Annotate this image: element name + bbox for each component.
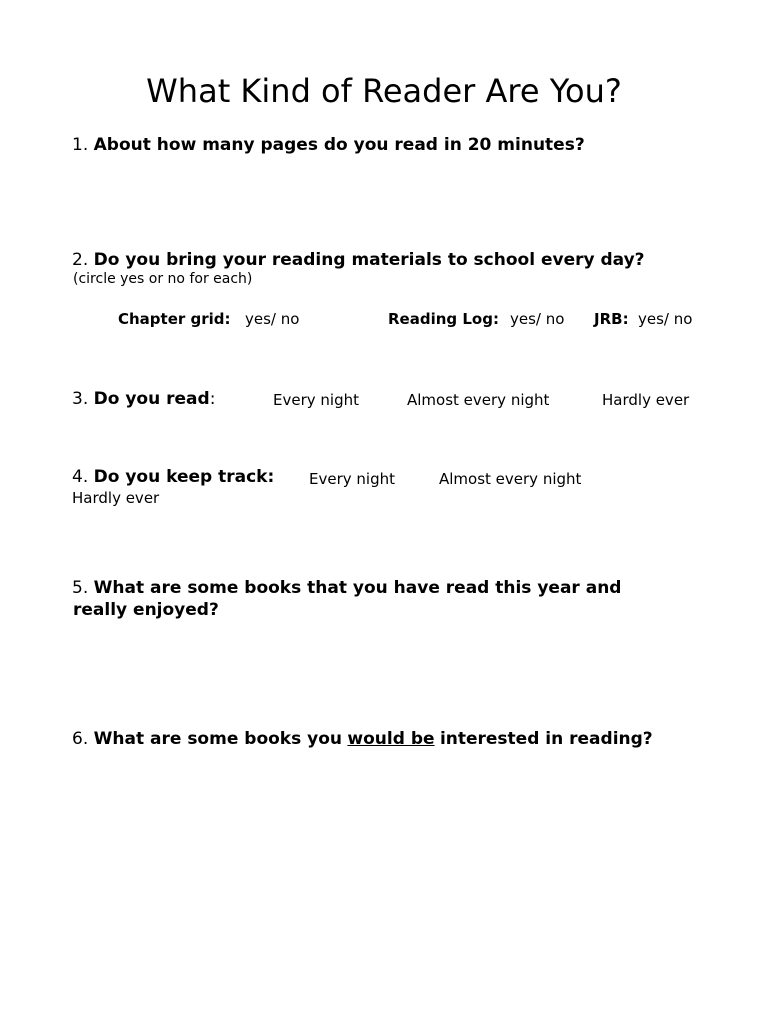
q4-option-hardly-ever[interactable]: Hardly ever — [72, 489, 160, 507]
question-6-underlined: would be — [347, 729, 435, 749]
question-5-text-line1: What are some books that you have read this year and — [93, 578, 622, 598]
question-5 — [72, 578, 621, 598]
question-1-number: 1. — [72, 135, 89, 155]
page-title: What Kind of Reader Are You? — [146, 72, 622, 110]
question-6-text-pre: What are some books you — [93, 729, 343, 749]
question-5-text-line2: really enjoyed? — [73, 600, 219, 620]
question-5-number: 5. — [72, 578, 89, 598]
q3-option-hardly-ever[interactable]: Hardly ever — [602, 391, 690, 409]
question-4-number: 4. — [72, 467, 89, 487]
question-2-number: 2. — [72, 250, 89, 270]
chapter-grid-answer[interactable]: yes/ no — [245, 310, 300, 328]
question-6 — [72, 729, 653, 749]
question-5-line2 — [73, 600, 219, 620]
jrb-label: JRB: — [594, 310, 629, 328]
question-4-text: Do you keep track: — [93, 467, 275, 487]
question-3-colon: : — [209, 389, 216, 409]
reading-log-answer[interactable]: yes/ no — [510, 310, 565, 328]
question-6-number: 6. — [72, 729, 89, 749]
question-3-text: Do you read — [93, 389, 210, 409]
q3-option-every-night[interactable]: Every night — [273, 391, 359, 409]
chapter-grid-label: Chapter grid: — [118, 310, 231, 328]
reading-log-label: Reading Log: — [388, 310, 499, 328]
question-6-text-post: interested in reading? — [439, 729, 653, 749]
question-3-number: 3. — [72, 389, 89, 409]
question-4 — [72, 467, 274, 487]
q4-option-every-night[interactable]: Every night — [309, 470, 395, 488]
jrb-answer[interactable]: yes/ no — [638, 310, 693, 328]
question-2 — [72, 250, 645, 270]
question-1 — [72, 135, 585, 155]
q4-option-almost-every-night[interactable]: Almost every night — [439, 470, 582, 488]
question-3 — [72, 389, 215, 409]
question-2-text: Do you bring your reading materials to school every day? — [93, 250, 645, 270]
question-1-text: About how many pages do you read in 20 minutes? — [93, 135, 585, 155]
question-2-note: (circle yes or no for each) — [73, 271, 253, 287]
q3-option-almost-every-night[interactable]: Almost every night — [407, 391, 550, 409]
